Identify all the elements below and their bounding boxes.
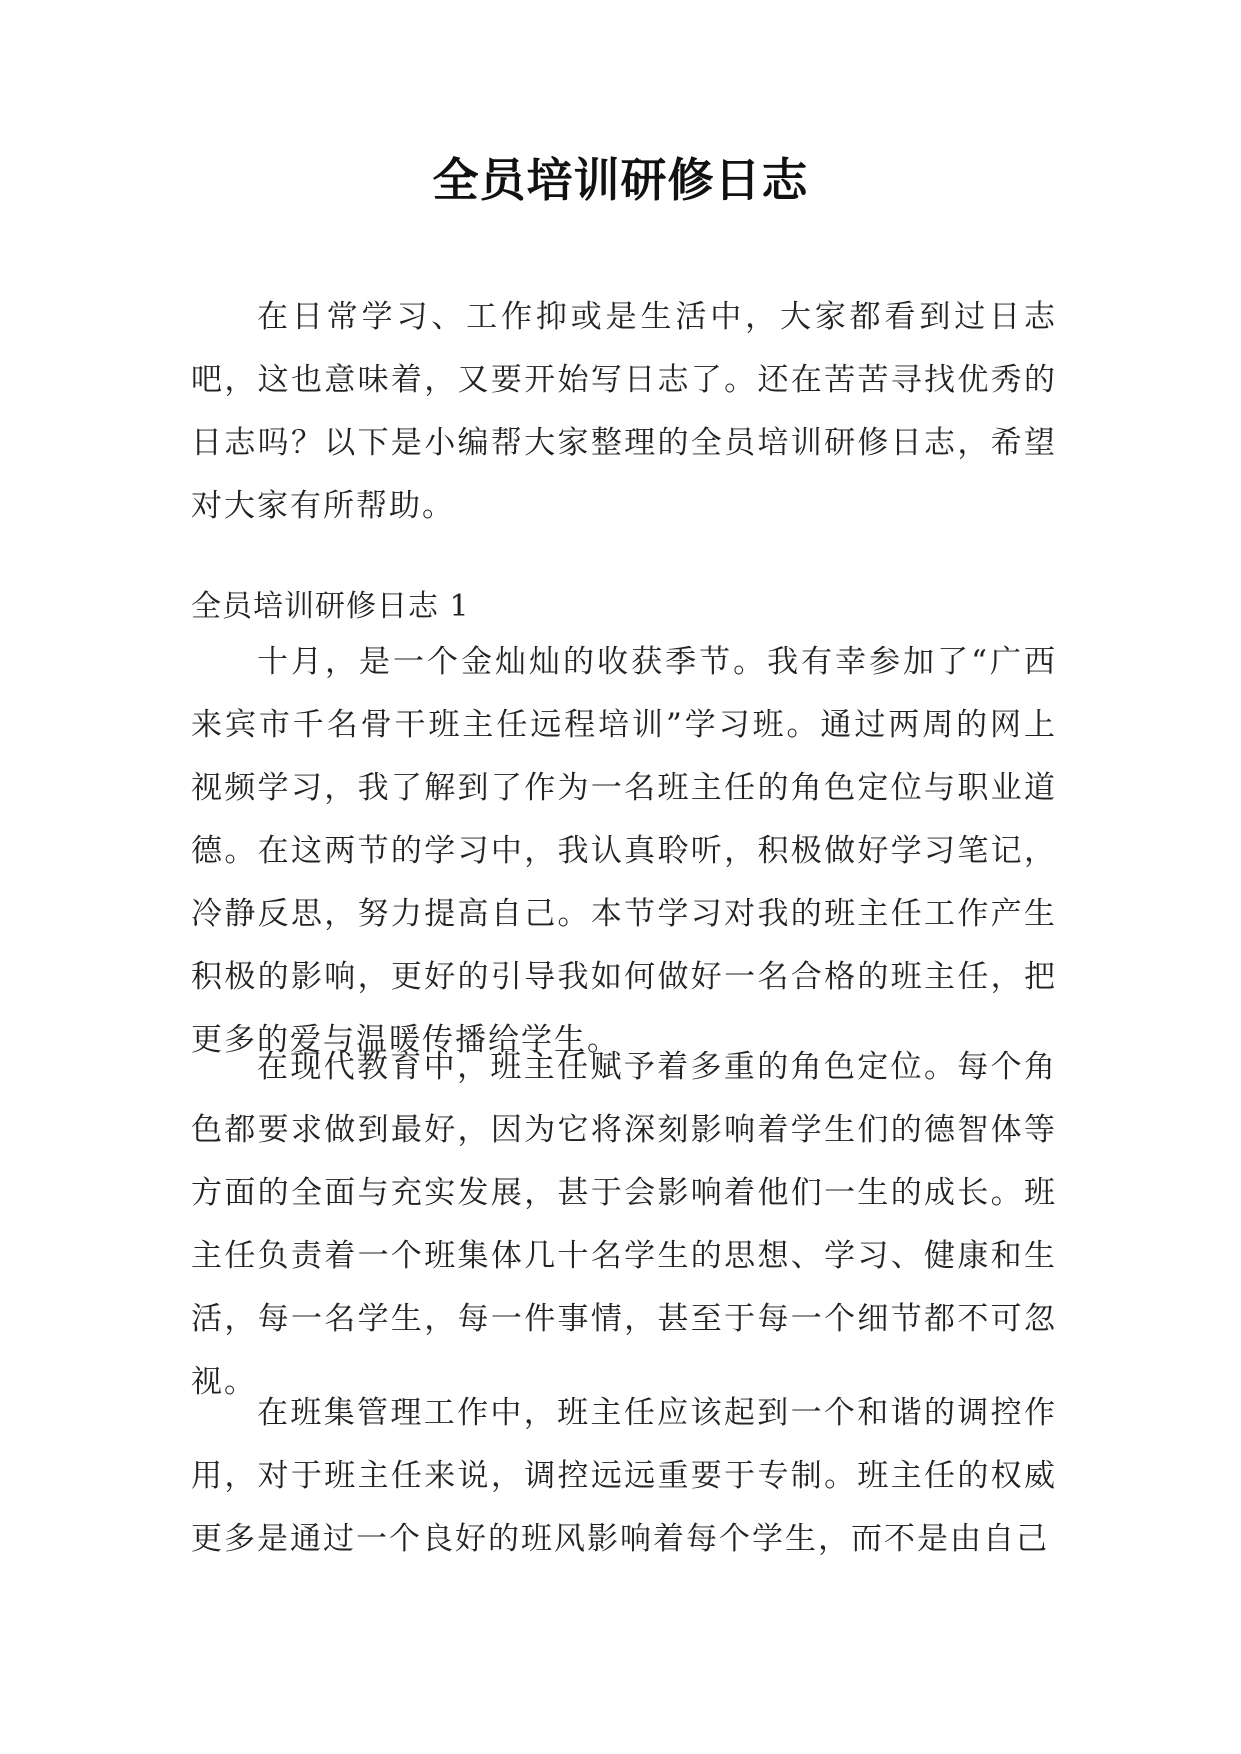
- body-paragraph: 十月，是一个金灿灿的收获季节。我有幸参加了“广西来宾市千名骨干班主任远程培训”学习班。通过两周的网上视频学习，我了解到了作为一名班主任的角色定位与职业道德。在这两节的学习中，我认真聆听，积极做好学习笔记，冷静反思，努力提高自己。本节学习对我的班主任工作产生积极的影响，更好的引导我如何做好一名合格的班主任，把更多的爱与温暖传播给学生。: [191, 644, 1057, 1058]
- section-heading: 全员培训研修日志 1: [191, 589, 470, 624]
- body-paragraph: 在现代教育中，班主任赋予着多重的角色定位。每个角色都要求做到最好，因为它将深刻影响着学生们的德智体等方面的全面与充实发展，甚于会影响着他们一生的成长。班主任负责着一个班集体几十名学生的思想、学习、健康和生活，每一名学生，每一件事情，甚至于每一个细节都不可忽视。: [191, 1049, 1057, 1400]
- body-paragraph: 在班集管理工作中，班主任应该起到一个和谐的调控作用，对于班主任来说，调控远远重要于专制。班主任的权威更多是通过一个良好的班风影响着每个学生，而不是由自己: [191, 1395, 1057, 1557]
- intro-paragraph: 在日常学习、工作抑或是生活中，大家都看到过日志吧，这也意味着，又要开始写日志了。还在苦苦寻找优秀的日志吗？以下是小编帮大家整理的全员培训研修日志，希望对大家有所帮助。: [191, 299, 1057, 524]
- document-title: 全员培训研修日志: [432, 153, 809, 207]
